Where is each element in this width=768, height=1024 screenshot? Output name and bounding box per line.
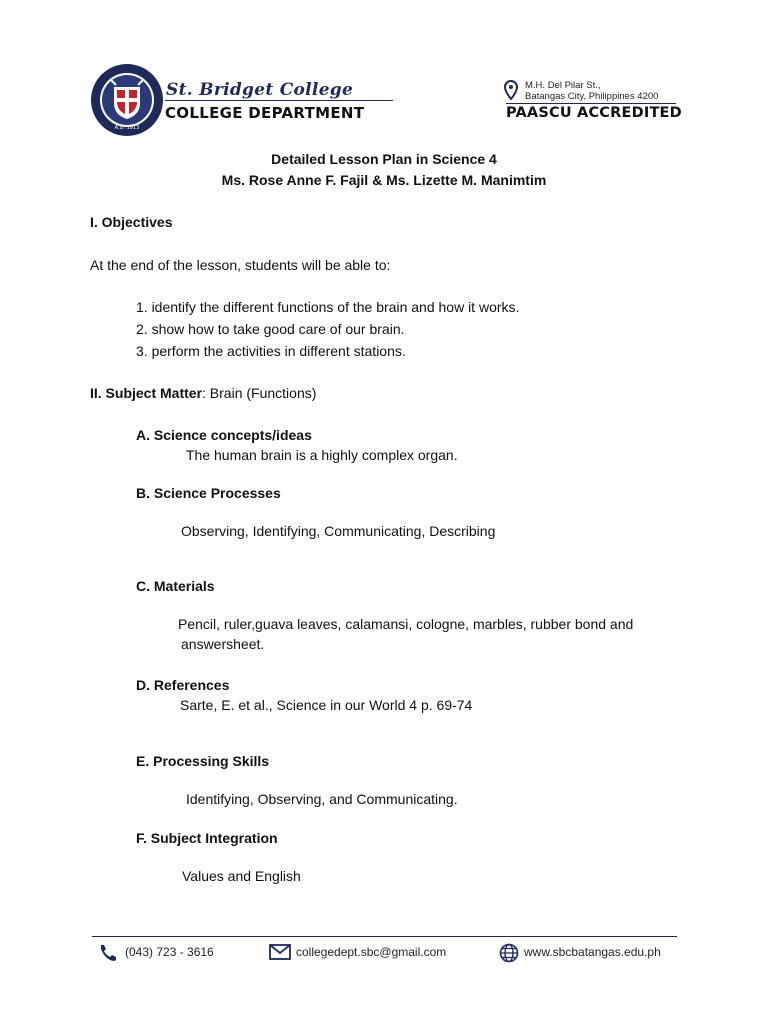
college-name: St. Bridget College (166, 80, 354, 100)
document-title: Detailed Lesson Plan in Science 4 (271, 151, 497, 167)
address-line-2: Batangas City, Philippines 4200 (525, 91, 659, 102)
objectives-heading: I. Objectives (90, 214, 173, 230)
footer-email[interactable]: collegedept.sbc@gmail.com (296, 945, 447, 959)
section-body-continued: answersheet. (181, 636, 265, 652)
section-heading: E. Processing Skills (136, 753, 270, 769)
objective-item: 2. show how to take good care of our brain. (136, 321, 405, 337)
section-heading: C. Materials (136, 578, 215, 594)
address (525, 80, 658, 102)
section-heading: D. References (136, 677, 230, 693)
objective-item: 1. identify the different functions of the brain and how it works. (136, 299, 520, 315)
subject-matter-value: : Brain (Functions) (202, 385, 317, 401)
seal-text: A.D. 1913 (114, 125, 140, 131)
section-body: Sarte, E. et al., Science in our World 4 p. 69-74 (180, 697, 473, 713)
header-divider-left (165, 100, 393, 101)
section-heading: A. Science concepts/ideas (136, 427, 312, 443)
document-authors: Ms. Rose Anne F. Fajil & Ms. Lizette M. Manimtim (221, 172, 547, 188)
header-divider-right (506, 103, 676, 104)
objectives-intro: At the end of the lesson, students will be able to: (90, 257, 391, 273)
section-body: Pencil, ruler,guava leaves, calamansi, cologne, marbles, rubber bond and (178, 616, 634, 632)
section-heading: B. Science Processes (136, 485, 281, 501)
globe-icon (499, 943, 519, 963)
college-seal-logo (90, 63, 164, 137)
section-heading: F. Subject Integration (136, 830, 278, 846)
footer-divider (92, 936, 677, 937)
envelope-icon (269, 943, 291, 961)
section-body: Identifying, Observing, and Communicating. (186, 791, 458, 807)
section-body: The human brain is a highly complex organ. (186, 447, 458, 463)
footer-website[interactable]: www.sbcbatangas.edu.ph (524, 945, 661, 959)
footer-phone: (043) 723 - 3616 (125, 945, 214, 959)
department-name: COLLEGE DEPARTMENT (165, 104, 365, 122)
section-body: Values and English (182, 868, 301, 884)
subject-matter-label: II. Subject Matter (90, 385, 203, 401)
location-pin-icon (504, 80, 518, 100)
objective-item: 3. perform the activities in different stations. (136, 343, 406, 359)
accreditation-label: PAASCU ACCREDITED (506, 105, 682, 121)
subject-matter (90, 384, 316, 402)
section-body: Observing, Identifying, Communicating, Describing (181, 523, 496, 539)
phone-icon (98, 943, 116, 961)
address-line-1: M.H. Del Pilar St., (525, 80, 601, 91)
